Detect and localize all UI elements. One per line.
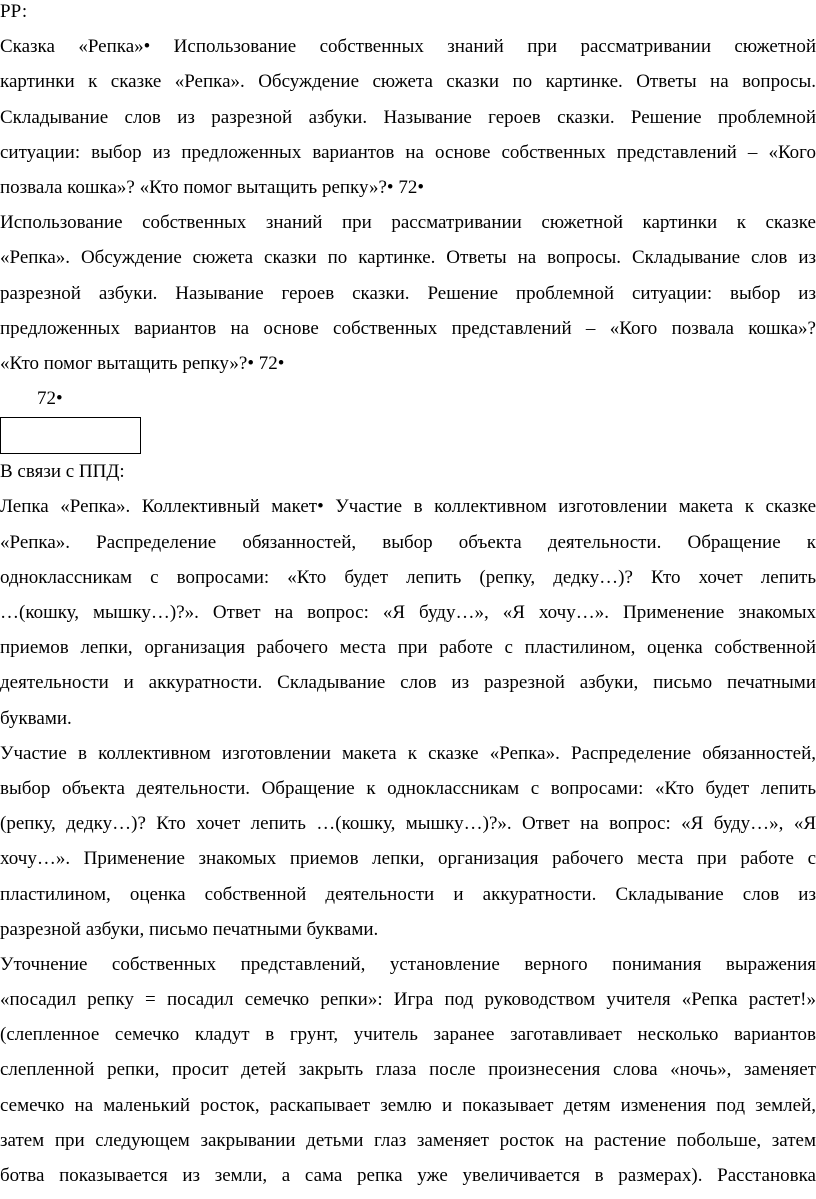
text-line: предложенных вариантов на основе собственных представлений – «Кого позвала кошка»?: [0, 317, 816, 339]
paragraph-ispolzovanie: [0, 205, 816, 381]
text-line: Уточнение собственных представлений, установление верного понимания выражения: [0, 953, 816, 975]
paragraph-utochnenie: [0, 947, 816, 1193]
text-line: «Репка». Обсуждение сюжета сказки по картинке. Ответы на вопросы. Складывание слов из: [0, 247, 816, 269]
text-line: разрезной азбуки. Называние героев сказки. Решение проблемной ситуации: выбор из: [0, 282, 816, 304]
text-line: пластилином, оценка собственной деятельности и аккуратности. Складывание слов из: [0, 883, 816, 905]
text-line: ботва показывается из земли, а сама репка уже увеличивается в размерах). Расстановка: [0, 1165, 816, 1186]
text-line: «Репка». Распределение обязанностей, выбор объекта деятельности. Обращение к: [0, 531, 816, 553]
text-line: хочу…». Применение знакомых приемов лепки, организация рабочего места при работе с: [0, 848, 816, 870]
text-line: (репку, дедку…)? Кто хочет лепить …(кошку, мышку…)?». Ответ на вопрос: «Я буду…», «Я: [0, 813, 816, 835]
text-line: Складывание слов из разрезной азбуки. Называние героев сказки. Решение проблемной: [0, 106, 816, 128]
text-line: семечко на маленький росток, раскапывает землю и показывает детям изменения под землей,: [0, 1094, 816, 1116]
text-line: «посадил репку = посадил семечко репки»: Игра под руководством учителя «Репка растет!»: [0, 989, 816, 1011]
paragraph-skazka-repka: [0, 29, 816, 205]
text-line: «Кто помог вытащить репку»?• 72•: [0, 352, 285, 374]
text-line: одноклассникам с вопросами: «Кто будет лепить (репку, дедку…)? Кто хочет лепить: [0, 566, 816, 588]
text-line: разрезной азбуки, письмо печатными буквами.: [0, 918, 379, 940]
text-line: позвала кошка»? «Кто помог вытащить репку»?• 72•: [0, 176, 424, 198]
paragraph-lepka-repka: [0, 489, 816, 735]
text-line: Лепка «Репка». Коллективный макет• Участие в коллективном изготовлении макета к сказке: [0, 496, 816, 518]
paragraph-uchastie: [0, 736, 816, 947]
text-line: буквами.: [0, 707, 72, 729]
section-heading-ppd: В связи с ППД:: [0, 461, 125, 483]
text-line: Использование собственных знаний при рассматривании сюжетной картинки к сказке: [0, 212, 816, 234]
text-line: Участие в коллективном изготовлении макета к сказке «Репка». Распределение обязанностей,: [0, 742, 816, 764]
text-line: слепленной репки, просит детей закрыть глаза после произнесения слова «ночь», заменяет: [0, 1059, 816, 1081]
text-line: деятельности и аккуратности. Складывание слов из разрезной азбуки, письмо печатными: [0, 672, 816, 694]
section-heading-rr: РР:: [0, 1, 28, 22]
text-line: затем при следующем закрывании детьми глаз заменяет росток на растение побольше, затем: [0, 1129, 816, 1151]
text-line: ситуации: выбор из предложенных вариантов на основе собственных представлений – «Кого: [0, 141, 816, 163]
empty-table-cell: [0, 417, 141, 454]
text-line: …(кошку, мышку…)?». Ответ на вопрос: «Я буду…», «Я хочу…». Применение знакомых: [0, 602, 816, 623]
text-line: приемов лепки, организация рабочего места при работе с пластилином, оценка собственной: [0, 637, 816, 659]
text-line: выбор объекта деятельности. Обращение к одноклассникам с вопросами: «Кто будет лепить: [0, 777, 816, 799]
text-line: (слепленное семечко кладут в грунт, учитель заранее заготавливает несколько вариантов: [0, 1024, 816, 1046]
text-line: картинки к сказке «Репка». Обсуждение сюжета сказки по картинке. Ответы на вопросы.: [0, 71, 816, 93]
text-line: Сказка «Репка»• Использование собственных знаний при рассматривании сюжетной: [0, 36, 816, 58]
page-number-line: 72•: [37, 388, 63, 410]
